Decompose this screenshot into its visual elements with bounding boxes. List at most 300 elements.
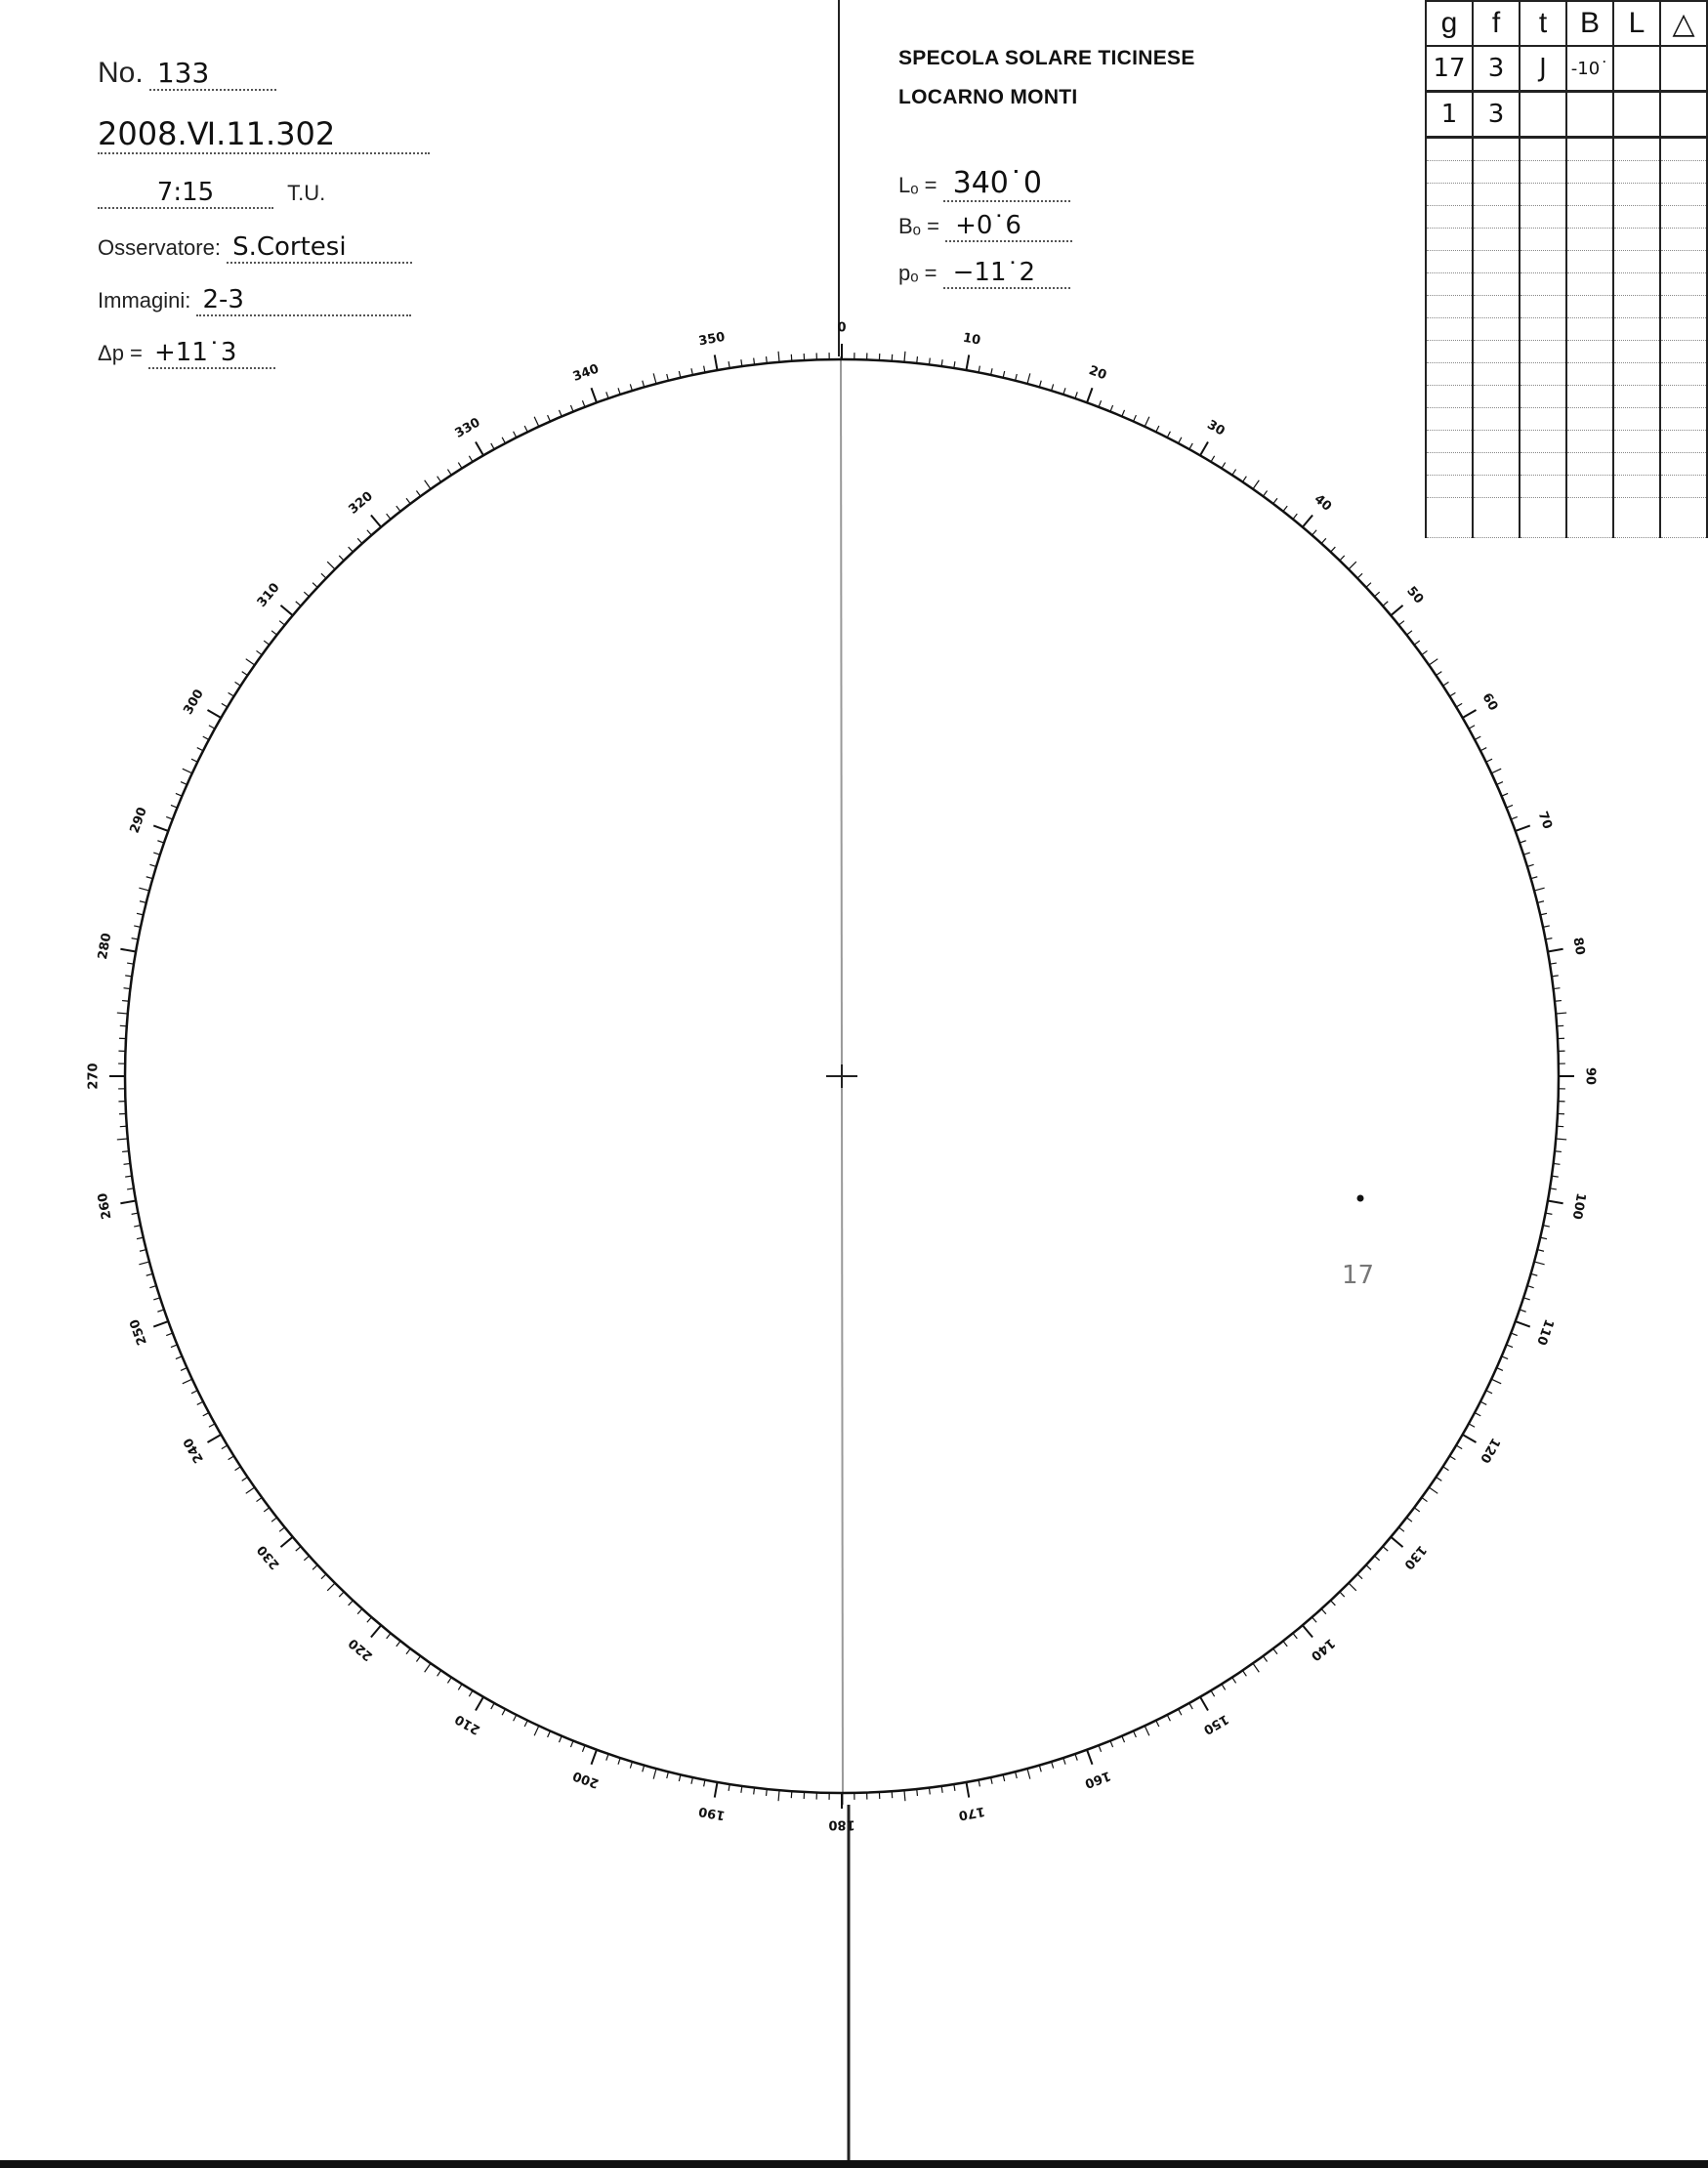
angle-tick <box>176 793 182 796</box>
angle-tick <box>140 901 146 903</box>
angle-tick <box>1145 417 1149 427</box>
sunspot-label: 17 <box>1342 1261 1375 1290</box>
angle-tick <box>1554 1163 1561 1164</box>
angle-tick <box>469 1690 473 1696</box>
angle-tick <box>1527 1286 1534 1288</box>
angle-tick <box>1232 1678 1236 1684</box>
angle-tick <box>166 1333 173 1336</box>
angle-tick <box>139 888 149 891</box>
angle-tick <box>1303 515 1312 526</box>
angle-tick <box>469 456 473 462</box>
angle-tick <box>1110 1741 1113 1747</box>
angle-tick <box>1555 1001 1562 1002</box>
angle-tick <box>1349 562 1356 569</box>
angle-tick <box>1027 1769 1030 1779</box>
angle-tick <box>153 853 160 855</box>
angle-tick <box>235 1467 241 1471</box>
angle-tick <box>171 1345 177 1348</box>
angle-tick <box>630 384 632 391</box>
angle-tick <box>966 1782 969 1798</box>
angle-tick <box>618 1758 620 1765</box>
angle-tick <box>715 354 718 370</box>
angle-tick <box>1200 1697 1208 1711</box>
angle-tick <box>149 864 156 866</box>
col-t-header: t <box>1520 1 1566 46</box>
angle-tick <box>630 1762 632 1769</box>
angle-label: 50 <box>1403 583 1427 607</box>
angle-tick <box>246 1487 255 1493</box>
angle-tick <box>124 988 131 989</box>
angle-tick <box>582 400 585 407</box>
angle-tick <box>1211 456 1215 462</box>
angle-tick <box>754 1788 755 1795</box>
angle-tick <box>1497 782 1503 785</box>
angle-tick <box>514 432 517 438</box>
angle-tick <box>715 1782 718 1798</box>
angle-tick <box>1232 470 1236 476</box>
angle-tick <box>966 354 969 370</box>
images-value: 2-3 <box>202 285 244 314</box>
angle-tick <box>149 1286 156 1288</box>
angle-tick <box>1511 1333 1518 1336</box>
angle-tick <box>157 1310 164 1312</box>
angle-tick <box>1349 1583 1356 1591</box>
angle-tick <box>1398 621 1403 625</box>
angle-tick <box>222 703 228 707</box>
angle-tick <box>416 1656 420 1662</box>
angle-tick <box>524 1721 527 1727</box>
table-cell: 17 <box>1426 46 1473 92</box>
angle-tick <box>1189 443 1192 449</box>
angle-tick <box>229 1456 234 1460</box>
time-unit: T.U. <box>287 181 326 205</box>
angle-tick <box>139 1262 149 1265</box>
angle-tick <box>1449 692 1455 696</box>
angle-tick <box>1527 864 1534 866</box>
angle-tick <box>904 1790 905 1801</box>
angle-tick <box>296 602 301 606</box>
angle-tick <box>1429 1487 1437 1493</box>
angle-tick <box>1406 1518 1412 1522</box>
angle-tick <box>153 1321 168 1326</box>
angle-tick <box>691 368 692 375</box>
angle-tick <box>296 1547 301 1552</box>
angle-tick <box>1486 1391 1492 1394</box>
observer-label: Osservatore: <box>98 235 221 260</box>
angle-tick <box>242 672 248 676</box>
angle-tick <box>1253 480 1259 489</box>
angle-tick <box>209 1424 215 1427</box>
angle-tick <box>264 1508 270 1512</box>
angle-tick <box>1556 1013 1566 1014</box>
angle-tick <box>1366 1565 1371 1570</box>
angle-tick <box>1189 1703 1192 1709</box>
angle-tick <box>476 441 483 455</box>
angle-tick <box>1456 1445 1462 1449</box>
observatory-name: SPECOLA SOLARE TICINESE <box>898 47 1195 69</box>
angle-tick <box>137 913 144 915</box>
angle-tick <box>1087 388 1092 402</box>
angle-tick <box>754 358 755 365</box>
angle-tick <box>1357 1574 1362 1579</box>
angle-tick <box>327 562 335 569</box>
angle-tick <box>416 491 420 497</box>
angle-tick <box>437 1671 441 1677</box>
angle-tick <box>1003 371 1005 378</box>
angle-tick <box>134 926 141 927</box>
angle-tick <box>349 1601 354 1605</box>
angle-tick <box>1063 1758 1065 1765</box>
angle-tick <box>153 825 168 830</box>
number-label: No. <box>98 57 144 89</box>
angle-tick <box>591 1750 596 1765</box>
angle-tick <box>1537 901 1544 903</box>
angle-tick <box>339 556 344 561</box>
angle-tick <box>181 782 187 785</box>
angle-tick <box>1016 374 1018 381</box>
number-value: 133 <box>156 57 210 89</box>
angle-tick <box>1134 1731 1137 1737</box>
angle-tick <box>176 1356 182 1359</box>
angle-tick <box>1391 605 1402 615</box>
angle-label: 190 <box>697 1803 727 1823</box>
angle-tick <box>1554 988 1561 989</box>
angle-tick <box>191 759 197 762</box>
col-B-header: B <box>1566 1 1613 46</box>
table-cell: 3 <box>1473 92 1520 138</box>
angle-label: 200 <box>570 1768 602 1791</box>
angle-tick <box>120 949 136 952</box>
angle-tick <box>181 1368 187 1371</box>
table-cell: 1 <box>1426 92 1473 138</box>
angle-tick <box>606 392 608 398</box>
angle-tick <box>1491 769 1501 773</box>
angle-tick <box>1222 1684 1226 1689</box>
angle-tick <box>1507 1345 1513 1348</box>
angle-tick <box>1502 793 1508 796</box>
angle-tick <box>679 1774 681 1781</box>
angle-tick <box>1331 1601 1336 1605</box>
angle-tick <box>1443 1467 1449 1471</box>
angle-tick <box>1502 1356 1508 1359</box>
angle-tick <box>280 605 292 615</box>
angle-label: 320 <box>346 488 376 518</box>
angle-label: 90 <box>1582 1066 1598 1086</box>
angle-tick <box>134 1226 141 1227</box>
angle-tick <box>396 506 400 512</box>
angle-tick <box>1469 726 1475 729</box>
angle-tick <box>339 1592 344 1597</box>
angle-tick <box>1179 438 1182 443</box>
delta-p-label: Δp = <box>98 341 143 365</box>
angle-tick <box>559 1736 562 1742</box>
table-cell: -10˙ <box>1566 46 1613 92</box>
angle-tick <box>1321 1608 1326 1613</box>
angle-label: 20 <box>1086 363 1109 384</box>
angle-tick <box>242 1477 248 1480</box>
angle-tick <box>1475 1413 1480 1416</box>
angle-tick <box>197 748 203 751</box>
table-cell: J <box>1520 46 1566 92</box>
angle-tick <box>203 1413 209 1416</box>
L0-label: Lₒ = <box>898 173 937 197</box>
angle-tick <box>367 530 372 535</box>
angle-tick <box>1507 805 1513 808</box>
angle-tick <box>1422 1497 1428 1501</box>
angle-tick <box>425 1663 431 1672</box>
angle-label: 340 <box>570 361 602 385</box>
angle-label: 290 <box>127 805 150 836</box>
angle-tick <box>618 388 620 395</box>
angle-tick <box>1273 1648 1277 1654</box>
angle-label: 60 <box>1479 690 1501 714</box>
angle-tick <box>1443 682 1449 686</box>
observer-value: S.Cortesi <box>232 232 347 262</box>
angle-tick <box>1406 631 1412 635</box>
angle-tick <box>371 1625 381 1637</box>
angle-tick <box>1179 1709 1182 1715</box>
angle-tick <box>1534 888 1545 891</box>
angle-tick <box>321 573 326 578</box>
angle-tick <box>1456 703 1462 707</box>
angle-tick <box>406 1648 410 1654</box>
angle-tick <box>929 358 930 365</box>
angle-tick <box>1263 1656 1267 1662</box>
angle-tick <box>1516 825 1530 830</box>
angle-tick <box>534 1726 539 1735</box>
angle-tick <box>1145 1726 1149 1735</box>
angle-tick <box>917 356 918 363</box>
angle-tick <box>1520 1310 1526 1312</box>
angle-tick <box>1016 1772 1018 1778</box>
angle-tick <box>1211 1690 1215 1696</box>
angle-tick <box>1303 1625 1312 1637</box>
angle-label: 230 <box>254 1542 283 1572</box>
angle-tick <box>1263 491 1267 497</box>
angle-tick <box>1200 441 1208 455</box>
angle-tick <box>1480 748 1486 751</box>
angle-tick <box>1366 583 1371 588</box>
angle-tick <box>1087 1750 1092 1765</box>
angle-tick <box>321 1574 326 1579</box>
angle-tick <box>1063 388 1065 395</box>
angle-tick <box>1540 1237 1547 1239</box>
angle-tick <box>1321 538 1326 543</box>
angle-label: 220 <box>346 1635 376 1664</box>
angle-tick <box>1516 1321 1530 1326</box>
angle-tick <box>1052 384 1054 391</box>
angle-tick <box>207 710 221 718</box>
angle-label: 330 <box>452 415 483 441</box>
date-value: 2008.Ⅵ.11.302 <box>98 115 336 152</box>
angle-label: 310 <box>254 580 283 610</box>
angle-tick <box>371 515 381 526</box>
angle-tick <box>1543 1226 1550 1227</box>
B0-value: +0˙6 <box>955 211 1021 240</box>
angle-tick <box>1156 1721 1159 1727</box>
col-L-header: L <box>1613 1 1660 46</box>
angle-tick <box>1293 514 1297 519</box>
angle-label: 100 <box>1568 1191 1589 1221</box>
angle-tick <box>929 1788 930 1795</box>
angle-tick <box>1556 1139 1566 1140</box>
angle-tick <box>502 1709 505 1715</box>
angle-tick <box>437 477 441 482</box>
angle-tick <box>548 415 551 421</box>
angle-tick <box>476 1697 483 1711</box>
angle-tick <box>183 769 192 773</box>
angle-tick <box>1543 926 1550 927</box>
angle-label: 170 <box>957 1803 986 1823</box>
angle-tick <box>1273 498 1277 504</box>
angle-tick <box>1497 1368 1503 1371</box>
angle-tick <box>153 1298 160 1300</box>
angle-tick <box>1422 650 1428 654</box>
angle-tick <box>1463 710 1477 718</box>
angle-tick <box>203 736 209 739</box>
delta-p-value: +11˙3 <box>154 338 237 367</box>
angle-tick <box>222 1445 228 1449</box>
angle-tick <box>559 410 562 416</box>
angle-tick <box>246 659 255 665</box>
angle-tick <box>235 682 241 686</box>
angle-tick <box>917 1789 918 1796</box>
angle-tick <box>1099 400 1102 407</box>
angle-tick <box>1398 1527 1403 1531</box>
angle-tick <box>1437 672 1442 676</box>
angle-tick <box>191 1391 197 1394</box>
angle-tick <box>122 1151 129 1152</box>
angle-tick <box>1449 1456 1455 1460</box>
angle-tick <box>120 1200 136 1203</box>
col-delta-header: △ <box>1660 1 1707 46</box>
angle-tick <box>1475 736 1480 739</box>
angle-tick <box>667 1772 669 1778</box>
angle-tick <box>367 1617 372 1622</box>
angle-tick <box>1429 659 1437 665</box>
angle-tick <box>1122 410 1125 416</box>
angle-tick <box>1331 547 1336 552</box>
angle-tick <box>458 1684 462 1689</box>
angle-tick <box>1383 602 1388 606</box>
angle-tick <box>117 1013 128 1014</box>
angle-tick <box>1520 841 1526 843</box>
angle-label: 240 <box>181 1435 207 1466</box>
angle-tick <box>1156 426 1159 432</box>
angle-tick <box>1340 1592 1345 1597</box>
angle-tick <box>1383 1547 1388 1552</box>
angle-label: 260 <box>95 1191 115 1221</box>
angle-tick <box>667 374 669 381</box>
angle-label: 130 <box>1400 1542 1430 1572</box>
angle-tick <box>396 1641 400 1647</box>
angle-tick <box>447 470 451 476</box>
angle-tick <box>1374 592 1379 597</box>
observatory-location: LOCARNO MONTI <box>898 86 1078 108</box>
angle-tick <box>1293 1633 1297 1638</box>
angle-tick <box>1242 477 1246 482</box>
angle-tick <box>524 426 527 432</box>
angle-label: 30 <box>1204 417 1228 439</box>
angle-tick <box>767 356 768 363</box>
angle-tick <box>1253 1663 1259 1672</box>
p0-value: −11˙2 <box>952 258 1036 287</box>
angle-tick <box>653 373 656 384</box>
col-f-header: f <box>1473 1 1520 46</box>
angle-tick <box>264 641 270 645</box>
angle-tick <box>1548 949 1563 952</box>
angle-tick <box>1283 506 1287 512</box>
angle-tick <box>312 1565 317 1570</box>
angle-label: 180 <box>828 1816 855 1832</box>
angle-tick <box>122 1001 129 1002</box>
angle-tick <box>279 621 284 625</box>
angle-tick <box>280 1537 292 1547</box>
angle-tick <box>1437 1477 1442 1480</box>
angle-tick <box>425 480 431 489</box>
angle-tick <box>229 692 234 696</box>
angle-tick <box>1540 913 1547 915</box>
angle-tick <box>570 405 573 411</box>
angle-label: 350 <box>697 329 727 350</box>
angle-tick <box>312 583 317 588</box>
angle-tick <box>1312 530 1317 535</box>
time-value: 7:15 <box>156 178 215 207</box>
angle-tick <box>207 1435 221 1442</box>
angle-tick <box>458 463 462 469</box>
angle-label: 70 <box>1534 809 1555 832</box>
angle-tick <box>349 547 354 552</box>
angle-tick <box>582 1745 585 1752</box>
angle-tick <box>1486 759 1492 762</box>
angle-tick <box>1491 1379 1501 1384</box>
angle-tick <box>1523 853 1530 855</box>
bottom-rule <box>0 2160 1708 2168</box>
angle-tick <box>357 538 362 543</box>
angle-tick <box>304 1556 309 1561</box>
angle-tick <box>1003 1774 1005 1781</box>
angle-label: 80 <box>1569 936 1588 957</box>
angle-tick <box>1511 816 1518 819</box>
angle-tick <box>778 1790 779 1801</box>
angle-label: 250 <box>127 1316 150 1348</box>
angle-tick <box>257 650 263 654</box>
p0-label: pₒ = <box>898 261 937 285</box>
angle-tick <box>1548 1200 1563 1203</box>
angle-tick <box>1469 1424 1475 1427</box>
angle-tick <box>691 1777 692 1784</box>
angle-tick <box>606 1754 608 1761</box>
angle-tick <box>1222 463 1226 469</box>
angle-tick <box>491 1703 494 1709</box>
angle-tick <box>679 371 681 378</box>
angle-tick <box>904 352 905 362</box>
angle-label: 10 <box>961 330 982 349</box>
angle-tick <box>447 1678 451 1684</box>
angle-tick <box>1134 415 1137 421</box>
angle-tick <box>1167 1715 1170 1721</box>
angle-tick <box>1537 1250 1544 1252</box>
angle-label: 40 <box>1311 491 1335 515</box>
angle-tick <box>991 368 992 375</box>
angle-label: 150 <box>1200 1711 1231 1737</box>
angle-tick <box>304 592 309 597</box>
angle-tick <box>491 443 494 449</box>
angle-tick <box>1312 1617 1317 1622</box>
angle-label: 160 <box>1082 1768 1113 1791</box>
angle-tick <box>157 841 164 843</box>
angle-tick <box>1075 392 1077 398</box>
